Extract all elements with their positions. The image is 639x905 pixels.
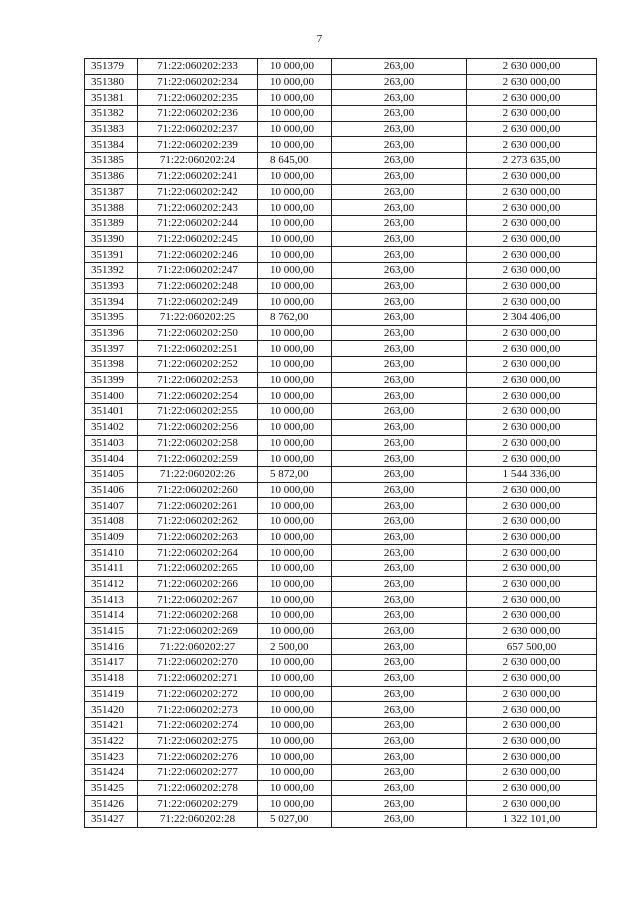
table-row: [85, 121, 597, 137]
specific-value-cell: 263,00: [332, 388, 467, 404]
cadastral-number-cell: 71:22:060202:233: [138, 59, 258, 75]
cadastral-number-cell: 71:22:060202:252: [138, 357, 258, 373]
row-number-cell: 351415: [85, 623, 138, 639]
table-row: [85, 623, 597, 639]
specific-value-cell: 263,00: [332, 247, 467, 263]
cadastral-number-cell: 71:22:060202:249: [138, 294, 258, 310]
area-cell: 10 000,00: [258, 341, 332, 357]
cadastral-value-cell: 2 630 000,00: [467, 435, 597, 451]
row-number-cell: 351411: [85, 561, 138, 577]
cadastral-value-cell: 2 630 000,00: [467, 419, 597, 435]
area-cell: 10 000,00: [258, 262, 332, 278]
cadastral-value-cell: 2 630 000,00: [467, 247, 597, 263]
cadastral-number-cell: 71:22:060202:259: [138, 451, 258, 467]
specific-value-cell: 263,00: [332, 686, 467, 702]
specific-value-cell: 263,00: [332, 121, 467, 137]
row-number-cell: 351418: [85, 670, 138, 686]
row-number-cell: 351385: [85, 153, 138, 169]
specific-value-cell: 263,00: [332, 749, 467, 765]
cadastral-number-cell: 71:22:060202:258: [138, 435, 258, 451]
specific-value-cell: 263,00: [332, 670, 467, 686]
table-row: [85, 310, 597, 326]
row-number-cell: 351424: [85, 764, 138, 780]
cadastral-value-cell: 2 630 000,00: [467, 451, 597, 467]
table-row: [85, 278, 597, 294]
table-row: [85, 749, 597, 765]
table-row: [85, 529, 597, 545]
cadastral-number-cell: 71:22:060202:267: [138, 592, 258, 608]
cadastral-value-cell: 2 630 000,00: [467, 780, 597, 796]
area-cell: 10 000,00: [258, 231, 332, 247]
specific-value-cell: 263,00: [332, 310, 467, 326]
cadastral-value-cell: 2 630 000,00: [467, 200, 597, 216]
area-cell: 10 000,00: [258, 576, 332, 592]
row-number-cell: 351412: [85, 576, 138, 592]
specific-value-cell: 263,00: [332, 576, 467, 592]
area-cell: 10 000,00: [258, 796, 332, 812]
cadastral-number-cell: 71:22:060202:271: [138, 670, 258, 686]
cadastral-number-cell: 71:22:060202:242: [138, 184, 258, 200]
table-row: [85, 639, 597, 655]
area-cell: 10 000,00: [258, 655, 332, 671]
specific-value-cell: 263,00: [332, 59, 467, 75]
cadastral-value-cell: 2 630 000,00: [467, 592, 597, 608]
cadastral-value-cell: 2 630 000,00: [467, 372, 597, 388]
cadastral-value-cell: 2 630 000,00: [467, 717, 597, 733]
area-cell: 10 000,00: [258, 419, 332, 435]
specific-value-cell: 263,00: [332, 545, 467, 561]
cadastral-value-cell: 1 322 101,00: [467, 812, 597, 828]
area-cell: 10 000,00: [258, 702, 332, 718]
cadastral-value-cell: 2 630 000,00: [467, 764, 597, 780]
specific-value-cell: 263,00: [332, 780, 467, 796]
row-number-cell: 351405: [85, 466, 138, 482]
row-number-cell: 351401: [85, 404, 138, 420]
area-cell: 10 000,00: [258, 325, 332, 341]
row-number-cell: 351400: [85, 388, 138, 404]
row-number-cell: 351386: [85, 168, 138, 184]
cadastral-number-cell: 71:22:060202:253: [138, 372, 258, 388]
cadastral-value-cell: 2 304 406,00: [467, 310, 597, 326]
row-number-cell: 351398: [85, 357, 138, 373]
table-row: [85, 74, 597, 90]
cadastral-value-cell: 2 630 000,00: [467, 529, 597, 545]
area-cell: 10 000,00: [258, 294, 332, 310]
area-cell: 10 000,00: [258, 215, 332, 231]
cadastral-value-cell: 2 630 000,00: [467, 278, 597, 294]
area-cell: 10 000,00: [258, 733, 332, 749]
cadastral-value-cell: 2 630 000,00: [467, 388, 597, 404]
row-number-cell: 351419: [85, 686, 138, 702]
specific-value-cell: 263,00: [332, 655, 467, 671]
row-number-cell: 351408: [85, 513, 138, 529]
table-row: [85, 670, 597, 686]
row-number-cell: 351399: [85, 372, 138, 388]
area-cell: 10 000,00: [258, 561, 332, 577]
area-cell: 10 000,00: [258, 247, 332, 263]
cadastral-value-cell: 2 630 000,00: [467, 404, 597, 420]
cadastral-value-cell: 2 630 000,00: [467, 513, 597, 529]
cadastral-value-cell: 2 630 000,00: [467, 545, 597, 561]
cadastral-number-cell: 71:22:060202:272: [138, 686, 258, 702]
cadastral-number-cell: 71:22:060202:247: [138, 262, 258, 278]
cadastral-number-cell: 71:22:060202:262: [138, 513, 258, 529]
row-number-cell: 351402: [85, 419, 138, 435]
row-number-cell: 351416: [85, 639, 138, 655]
table-row: [85, 294, 597, 310]
cadastral-value-cell: 2 630 000,00: [467, 482, 597, 498]
table-row: [85, 608, 597, 624]
table-row: [85, 780, 597, 796]
row-number-cell: 351409: [85, 529, 138, 545]
area-cell: 10 000,00: [258, 513, 332, 529]
row-number-cell: 351389: [85, 215, 138, 231]
cadastral-number-cell: 71:22:060202:278: [138, 780, 258, 796]
row-number-cell: 351413: [85, 592, 138, 608]
cadastral-value-cell: 2 630 000,00: [467, 294, 597, 310]
area-cell: 10 000,00: [258, 137, 332, 153]
table-row: [85, 655, 597, 671]
cadastral-number-cell: 71:22:060202:268: [138, 608, 258, 624]
table-body: [85, 59, 597, 828]
cadastral-value-cell: 2 630 000,00: [467, 215, 597, 231]
cadastral-number-cell: 71:22:060202:263: [138, 529, 258, 545]
table-row: [85, 419, 597, 435]
table-row: [85, 357, 597, 373]
cadastral-value-cell: 2 630 000,00: [467, 576, 597, 592]
area-cell: 10 000,00: [258, 388, 332, 404]
cadastral-number-cell: 71:22:060202:24: [138, 153, 258, 169]
page-number: 7: [316, 33, 323, 45]
row-number-cell: 351406: [85, 482, 138, 498]
table-row: [85, 545, 597, 561]
area-cell: 10 000,00: [258, 168, 332, 184]
cadastral-number-cell: 71:22:060202:27: [138, 639, 258, 655]
cadastral-number-cell: 71:22:060202:235: [138, 90, 258, 106]
area-cell: 10 000,00: [258, 498, 332, 514]
area-cell: 10 000,00: [258, 451, 332, 467]
cadastral-value-cell: 2 630 000,00: [467, 623, 597, 639]
cadastral-number-cell: 71:22:060202:26: [138, 466, 258, 482]
cadastral-number-cell: 71:22:060202:250: [138, 325, 258, 341]
table-row: [85, 168, 597, 184]
cadastral-value-cell: 2 630 000,00: [467, 137, 597, 153]
row-number-cell: 351410: [85, 545, 138, 561]
table-row: [85, 215, 597, 231]
row-number-cell: 351391: [85, 247, 138, 263]
cadastral-value-cell: 2 273 635,00: [467, 153, 597, 169]
specific-value-cell: 263,00: [332, 215, 467, 231]
cadastral-number-cell: 71:22:060202:246: [138, 247, 258, 263]
cadastral-number-cell: 71:22:060202:276: [138, 749, 258, 765]
area-cell: 10 000,00: [258, 623, 332, 639]
area-cell: 8 762,00: [258, 310, 332, 326]
specific-value-cell: 263,00: [332, 623, 467, 639]
table-row: [85, 341, 597, 357]
row-number-cell: 351404: [85, 451, 138, 467]
area-cell: 8 645,00: [258, 153, 332, 169]
table-row: [85, 686, 597, 702]
specific-value-cell: 263,00: [332, 764, 467, 780]
specific-value-cell: 263,00: [332, 372, 467, 388]
cadastral-number-cell: 71:22:060202:245: [138, 231, 258, 247]
table-row: [85, 498, 597, 514]
table-row: [85, 106, 597, 122]
specific-value-cell: 263,00: [332, 184, 467, 200]
table-row: [85, 325, 597, 341]
specific-value-cell: 263,00: [332, 341, 467, 357]
cadastral-value-cell: 2 630 000,00: [467, 655, 597, 671]
specific-value-cell: 263,00: [332, 812, 467, 828]
row-number-cell: 351397: [85, 341, 138, 357]
cadastral-value-cell: 2 630 000,00: [467, 184, 597, 200]
row-number-cell: 351381: [85, 90, 138, 106]
row-number-cell: 351422: [85, 733, 138, 749]
specific-value-cell: 263,00: [332, 592, 467, 608]
cadastral-number-cell: 71:22:060202:248: [138, 278, 258, 294]
cadastral-number-cell: 71:22:060202:234: [138, 74, 258, 90]
table-row: [85, 812, 597, 828]
row-number-cell: 351426: [85, 796, 138, 812]
area-cell: 2 500,00: [258, 639, 332, 655]
cadastral-number-cell: 71:22:060202:261: [138, 498, 258, 514]
cadastral-number-cell: 71:22:060202:25: [138, 310, 258, 326]
table-row: [85, 482, 597, 498]
cadastral-value-cell: 2 630 000,00: [467, 670, 597, 686]
cadastral-number-cell: 71:22:060202:260: [138, 482, 258, 498]
table-row: [85, 733, 597, 749]
cadastral-number-cell: 71:22:060202:236: [138, 106, 258, 122]
area-cell: 10 000,00: [258, 529, 332, 545]
table-row: [85, 435, 597, 451]
row-number-cell: 351420: [85, 702, 138, 718]
area-cell: 10 000,00: [258, 121, 332, 137]
area-cell: 10 000,00: [258, 404, 332, 420]
specific-value-cell: 263,00: [332, 325, 467, 341]
table-row: [85, 702, 597, 718]
cadastral-number-cell: 71:22:060202:269: [138, 623, 258, 639]
row-number-cell: 351379: [85, 59, 138, 75]
area-cell: 10 000,00: [258, 357, 332, 373]
cadastral-value-cell: 2 630 000,00: [467, 796, 597, 812]
row-number-cell: 351392: [85, 262, 138, 278]
table-row: [85, 513, 597, 529]
area-cell: 10 000,00: [258, 106, 332, 122]
row-number-cell: 351414: [85, 608, 138, 624]
area-cell: 10 000,00: [258, 435, 332, 451]
specific-value-cell: 263,00: [332, 404, 467, 420]
cadastral-value-cell: 2 630 000,00: [467, 686, 597, 702]
cadastral-value-cell: 2 630 000,00: [467, 357, 597, 373]
specific-value-cell: 263,00: [332, 608, 467, 624]
cadastral-value-cell: 2 630 000,00: [467, 341, 597, 357]
cadastral-value-cell: 2 630 000,00: [467, 106, 597, 122]
table-row: [85, 59, 597, 75]
table-row: [85, 451, 597, 467]
table-row: [85, 561, 597, 577]
cadastral-value-cell: 2 630 000,00: [467, 498, 597, 514]
table-row: [85, 404, 597, 420]
area-cell: 10 000,00: [258, 608, 332, 624]
cadastral-number-cell: 71:22:060202:273: [138, 702, 258, 718]
table-row: [85, 388, 597, 404]
cadastral-value-cell: 2 630 000,00: [467, 59, 597, 75]
specific-value-cell: 263,00: [332, 482, 467, 498]
row-number-cell: 351383: [85, 121, 138, 137]
area-cell: 10 000,00: [258, 90, 332, 106]
cadastral-value-cell: 2 630 000,00: [467, 702, 597, 718]
area-cell: 10 000,00: [258, 686, 332, 702]
specific-value-cell: 263,00: [332, 137, 467, 153]
cadastral-value-cell: 2 630 000,00: [467, 262, 597, 278]
specific-value-cell: 263,00: [332, 796, 467, 812]
table-row: [85, 184, 597, 200]
specific-value-cell: 263,00: [332, 702, 467, 718]
cadastral-number-cell: 71:22:060202:254: [138, 388, 258, 404]
area-cell: 10 000,00: [258, 372, 332, 388]
cadastral-value-cell: 2 630 000,00: [467, 325, 597, 341]
row-number-cell: 351427: [85, 812, 138, 828]
table-row: [85, 717, 597, 733]
cadastral-value-cell: 2 630 000,00: [467, 168, 597, 184]
cadastral-number-cell: 71:22:060202:270: [138, 655, 258, 671]
row-number-cell: 351421: [85, 717, 138, 733]
specific-value-cell: 263,00: [332, 561, 467, 577]
cadastral-number-cell: 71:22:060202:237: [138, 121, 258, 137]
specific-value-cell: 263,00: [332, 419, 467, 435]
cadastral-number-cell: 71:22:060202:277: [138, 764, 258, 780]
area-cell: 10 000,00: [258, 749, 332, 765]
cadastral-value-cell: 657 500,00: [467, 639, 597, 655]
cadastral-number-cell: 71:22:060202:274: [138, 717, 258, 733]
area-cell: 10 000,00: [258, 59, 332, 75]
row-number-cell: 351403: [85, 435, 138, 451]
row-number-cell: 351384: [85, 137, 138, 153]
specific-value-cell: 263,00: [332, 168, 467, 184]
cadastral-value-table: [84, 58, 597, 828]
cadastral-number-cell: 71:22:060202:266: [138, 576, 258, 592]
area-cell: 10 000,00: [258, 592, 332, 608]
specific-value-cell: 263,00: [332, 733, 467, 749]
specific-value-cell: 263,00: [332, 231, 467, 247]
table-row: [85, 372, 597, 388]
row-number-cell: 351387: [85, 184, 138, 200]
row-number-cell: 351396: [85, 325, 138, 341]
area-cell: 10 000,00: [258, 670, 332, 686]
specific-value-cell: 263,00: [332, 435, 467, 451]
specific-value-cell: 263,00: [332, 513, 467, 529]
table-row: [85, 764, 597, 780]
cadastral-number-cell: 71:22:060202:265: [138, 561, 258, 577]
specific-value-cell: 263,00: [332, 262, 467, 278]
specific-value-cell: 263,00: [332, 357, 467, 373]
row-number-cell: 351417: [85, 655, 138, 671]
specific-value-cell: 263,00: [332, 74, 467, 90]
cadastral-number-cell: 71:22:060202:251: [138, 341, 258, 357]
specific-value-cell: 263,00: [332, 90, 467, 106]
cadastral-value-cell: 2 630 000,00: [467, 74, 597, 90]
specific-value-cell: 263,00: [332, 717, 467, 733]
specific-value-cell: 263,00: [332, 106, 467, 122]
area-cell: 10 000,00: [258, 764, 332, 780]
cadastral-value-cell: 2 630 000,00: [467, 749, 597, 765]
area-cell: 10 000,00: [258, 717, 332, 733]
area-cell: 5 027,00: [258, 812, 332, 828]
cadastral-number-cell: 71:22:060202:264: [138, 545, 258, 561]
cadastral-number-cell: 71:22:060202:275: [138, 733, 258, 749]
row-number-cell: 351395: [85, 310, 138, 326]
table-row: [85, 153, 597, 169]
cadastral-number-cell: 71:22:060202:241: [138, 168, 258, 184]
specific-value-cell: 263,00: [332, 153, 467, 169]
area-cell: 10 000,00: [258, 545, 332, 561]
area-cell: 10 000,00: [258, 780, 332, 796]
row-number-cell: 351382: [85, 106, 138, 122]
table-row: [85, 247, 597, 263]
cadastral-value-cell: 2 630 000,00: [467, 231, 597, 247]
specific-value-cell: 263,00: [332, 529, 467, 545]
area-cell: 10 000,00: [258, 200, 332, 216]
table-row: [85, 592, 597, 608]
area-cell: 10 000,00: [258, 278, 332, 294]
cadastral-value-cell: 2 630 000,00: [467, 121, 597, 137]
table-row: [85, 90, 597, 106]
specific-value-cell: 263,00: [332, 466, 467, 482]
cadastral-value-cell: 2 630 000,00: [467, 561, 597, 577]
cadastral-value-cell: 2 630 000,00: [467, 733, 597, 749]
cadastral-value-cell: 1 544 336,00: [467, 466, 597, 482]
table-row: [85, 466, 597, 482]
specific-value-cell: 263,00: [332, 498, 467, 514]
table-row: [85, 796, 597, 812]
cadastral-number-cell: 71:22:060202:239: [138, 137, 258, 153]
cadastral-value-cell: 2 630 000,00: [467, 608, 597, 624]
area-cell: 10 000,00: [258, 482, 332, 498]
specific-value-cell: 263,00: [332, 639, 467, 655]
row-number-cell: 351390: [85, 231, 138, 247]
table-row: [85, 262, 597, 278]
row-number-cell: 351394: [85, 294, 138, 310]
row-number-cell: 351425: [85, 780, 138, 796]
specific-value-cell: 263,00: [332, 278, 467, 294]
row-number-cell: 351388: [85, 200, 138, 216]
cadastral-number-cell: 71:22:060202:255: [138, 404, 258, 420]
table-row: [85, 576, 597, 592]
specific-value-cell: 263,00: [332, 294, 467, 310]
row-number-cell: 351407: [85, 498, 138, 514]
row-number-cell: 351380: [85, 74, 138, 90]
cadastral-number-cell: 71:22:060202:244: [138, 215, 258, 231]
area-cell: 5 872,00: [258, 466, 332, 482]
row-number-cell: 351393: [85, 278, 138, 294]
cadastral-number-cell: 71:22:060202:243: [138, 200, 258, 216]
area-cell: 10 000,00: [258, 74, 332, 90]
table-row: [85, 137, 597, 153]
row-number-cell: 351423: [85, 749, 138, 765]
cadastral-number-cell: 71:22:060202:28: [138, 812, 258, 828]
table-row: [85, 200, 597, 216]
specific-value-cell: 263,00: [332, 200, 467, 216]
cadastral-number-cell: 71:22:060202:279: [138, 796, 258, 812]
cadastral-value-cell: 2 630 000,00: [467, 90, 597, 106]
table-row: [85, 231, 597, 247]
specific-value-cell: 263,00: [332, 451, 467, 467]
cadastral-number-cell: 71:22:060202:256: [138, 419, 258, 435]
area-cell: 10 000,00: [258, 184, 332, 200]
